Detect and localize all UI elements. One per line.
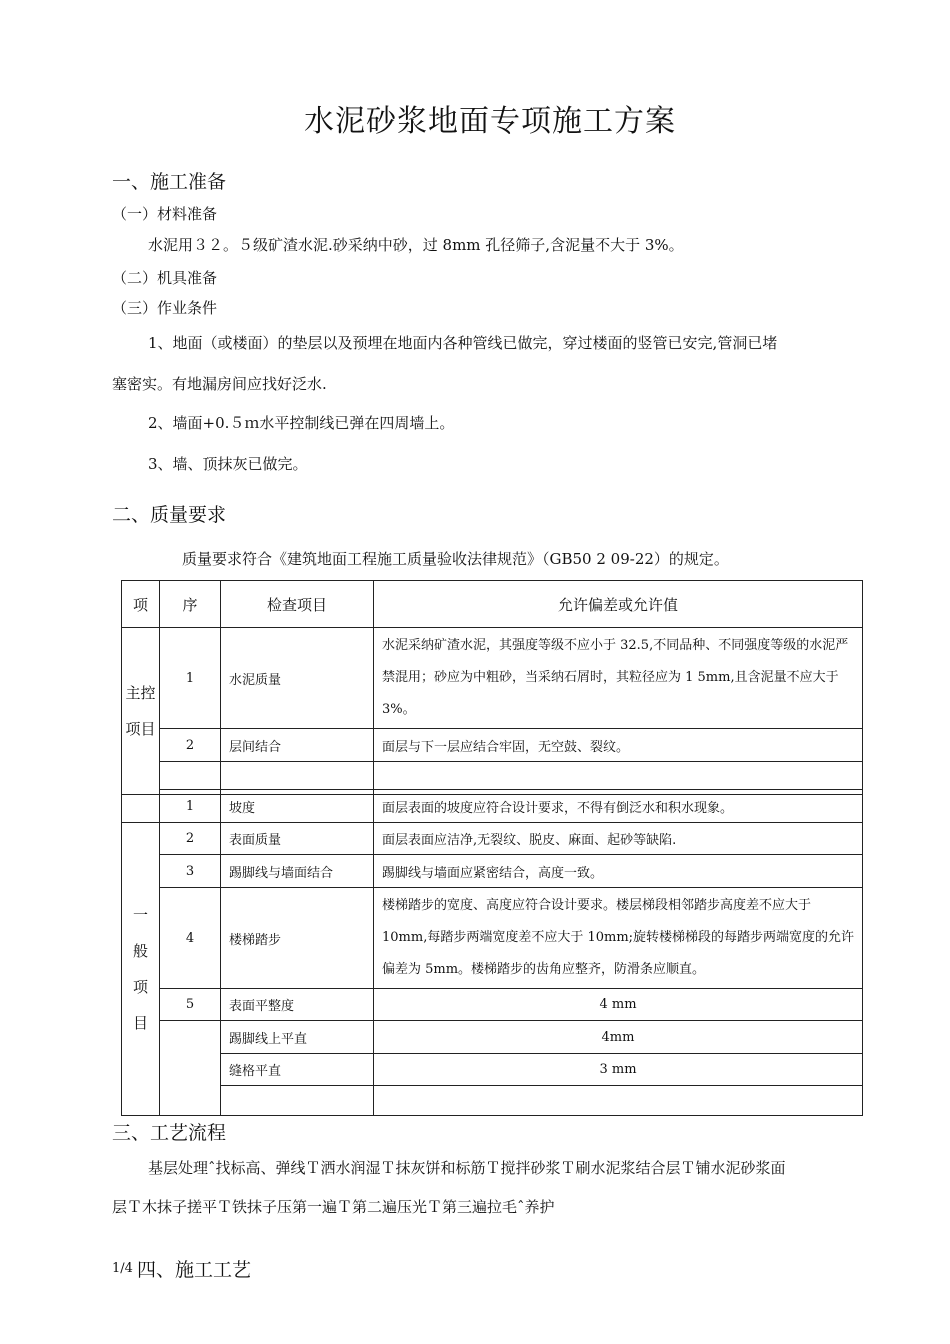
row-item: 缝格平直 bbox=[221, 1054, 374, 1086]
page-number: 1/4 bbox=[112, 1261, 133, 1276]
row-no: 2 bbox=[160, 823, 221, 855]
row-item: 踢脚线上平直 bbox=[221, 1021, 374, 1054]
header-cell: 允许偏差或允许值 bbox=[374, 581, 863, 628]
row-item: 踢脚线与墙面结合 bbox=[221, 855, 374, 888]
row-item: 层间结合 bbox=[221, 729, 374, 762]
row-no: 2 bbox=[160, 729, 221, 762]
table-row bbox=[122, 888, 863, 989]
process-line-1: 基层处理ˆ找标高、弹线Ｔ洒水润湿Ｔ抹灰饼和标筋Ｔ搅拌砂浆Ｔ刷水泥浆结合层Ｔ铺水泥砂浆面 bbox=[148, 1159, 786, 1177]
table-row bbox=[122, 790, 863, 823]
section2-heading: 二、质量要求 bbox=[112, 504, 227, 526]
table-header-row bbox=[122, 581, 863, 628]
row-item: 水泥质量 bbox=[221, 628, 374, 729]
row-no: 5 bbox=[160, 989, 221, 1021]
row-item: 楼梯踏步 bbox=[221, 888, 374, 989]
row-value: 4mm bbox=[374, 1021, 863, 1054]
section3-heading: 三、工艺流程 bbox=[112, 1122, 227, 1144]
section1-sub2: （二）机具准备 bbox=[112, 269, 218, 287]
table-row bbox=[122, 729, 863, 762]
row-value: 面层表面的坡度应符合设计要求，不得有倒泛水和积水现象。 bbox=[374, 790, 863, 823]
table-row-empty bbox=[122, 1086, 863, 1116]
table-row bbox=[122, 1054, 863, 1086]
table-row bbox=[122, 1021, 863, 1054]
section1-sub3: （三）作业条件 bbox=[112, 299, 218, 317]
row-item: 表面质量 bbox=[221, 823, 374, 855]
section1-heading: 一、施工准备 bbox=[112, 171, 227, 193]
document-title: 水泥砂浆地面专项施工方案 bbox=[304, 104, 676, 139]
row-no: 3 bbox=[160, 855, 221, 888]
row-no: 1 bbox=[160, 790, 221, 823]
section1-sub1-text: 水泥用３２。５级矿渣水泥.砂采纳中砂，过 8mm 孔径筛子,含泥量不大于 3%。 bbox=[148, 236, 684, 254]
process-line-2: 层Ｔ木抹子搓平Ｔ铁抹子压第一遍Ｔ第二遍压光Ｔ第三遍拉毛ˆ养护 bbox=[112, 1198, 555, 1216]
header-cell: 序 bbox=[160, 581, 221, 628]
row-value: 4 mm bbox=[374, 989, 863, 1021]
condition-item-1b: 塞密实。有地漏房间应找好泛水. bbox=[112, 375, 327, 393]
header-cell: 项 bbox=[122, 581, 160, 628]
table-row bbox=[122, 823, 863, 855]
row-value: 水泥采纳矿渣水泥，其强度等级不应小于 32.5,不同品种、不同强度等级的水泥严禁混用；砂应为中粗砂，当采纳石屑时，其粒径应为 1 5mm,且含泥量不应大于 3%。 bbox=[374, 628, 863, 729]
header-cell: 检查项目 bbox=[221, 581, 374, 628]
row-no: 1 bbox=[160, 628, 221, 729]
row-item: 坡度 bbox=[221, 790, 374, 823]
row-item: 表面平整度 bbox=[221, 989, 374, 1021]
table-row bbox=[122, 628, 863, 729]
condition-item-1a: 1、地面（或楼面）的垫层以及预埋在地面内各种管线已做完，穿过楼面的竖管已安完,管洞已堵 bbox=[148, 334, 778, 352]
row-value: 楼梯踏步的宽度、高度应符合设计要求。楼层梯段相邻踏步高度差不应大于 10mm,每踏步两端宽度差不应大于 10mm;旋转楼梯梯段的每踏步两端宽度的允许偏差为 5mm。楼梯踏步的齿角应整齐，防滑条应顺直。 bbox=[374, 888, 863, 989]
quality-table-part2 bbox=[121, 789, 863, 1116]
row-no: 4 bbox=[160, 888, 221, 989]
condition-item-3: 3、墙、顶抹灰已做完。 bbox=[148, 455, 308, 473]
row-value: 踢脚线与墙面应紧密结合，高度一致。 bbox=[374, 855, 863, 888]
group-general-label: 一般项目 bbox=[122, 823, 160, 1116]
row-value: 面层与下一层应结合牢固，无空鼓、裂纹。 bbox=[374, 729, 863, 762]
table-row bbox=[122, 855, 863, 888]
table-row bbox=[122, 989, 863, 1021]
row-value: 3 mm bbox=[374, 1054, 863, 1086]
group-main-label: 主控项目 bbox=[122, 628, 160, 795]
section2-intro: 质量要求符合《建筑地面工程施工质量验收法律规范》（GB50 2 09-22）的规定。 bbox=[182, 550, 729, 568]
row-value: 面层表面应洁净,无裂纹、脱皮、麻面、起砂等缺陷. bbox=[374, 823, 863, 855]
section1-sub1: （一）材料准备 bbox=[112, 205, 218, 223]
section4-heading: 四、施工工艺 bbox=[137, 1259, 252, 1281]
condition-item-2: 2、墙面+0.５ｍ水平控制线已弹在四周墙上。 bbox=[148, 414, 455, 432]
